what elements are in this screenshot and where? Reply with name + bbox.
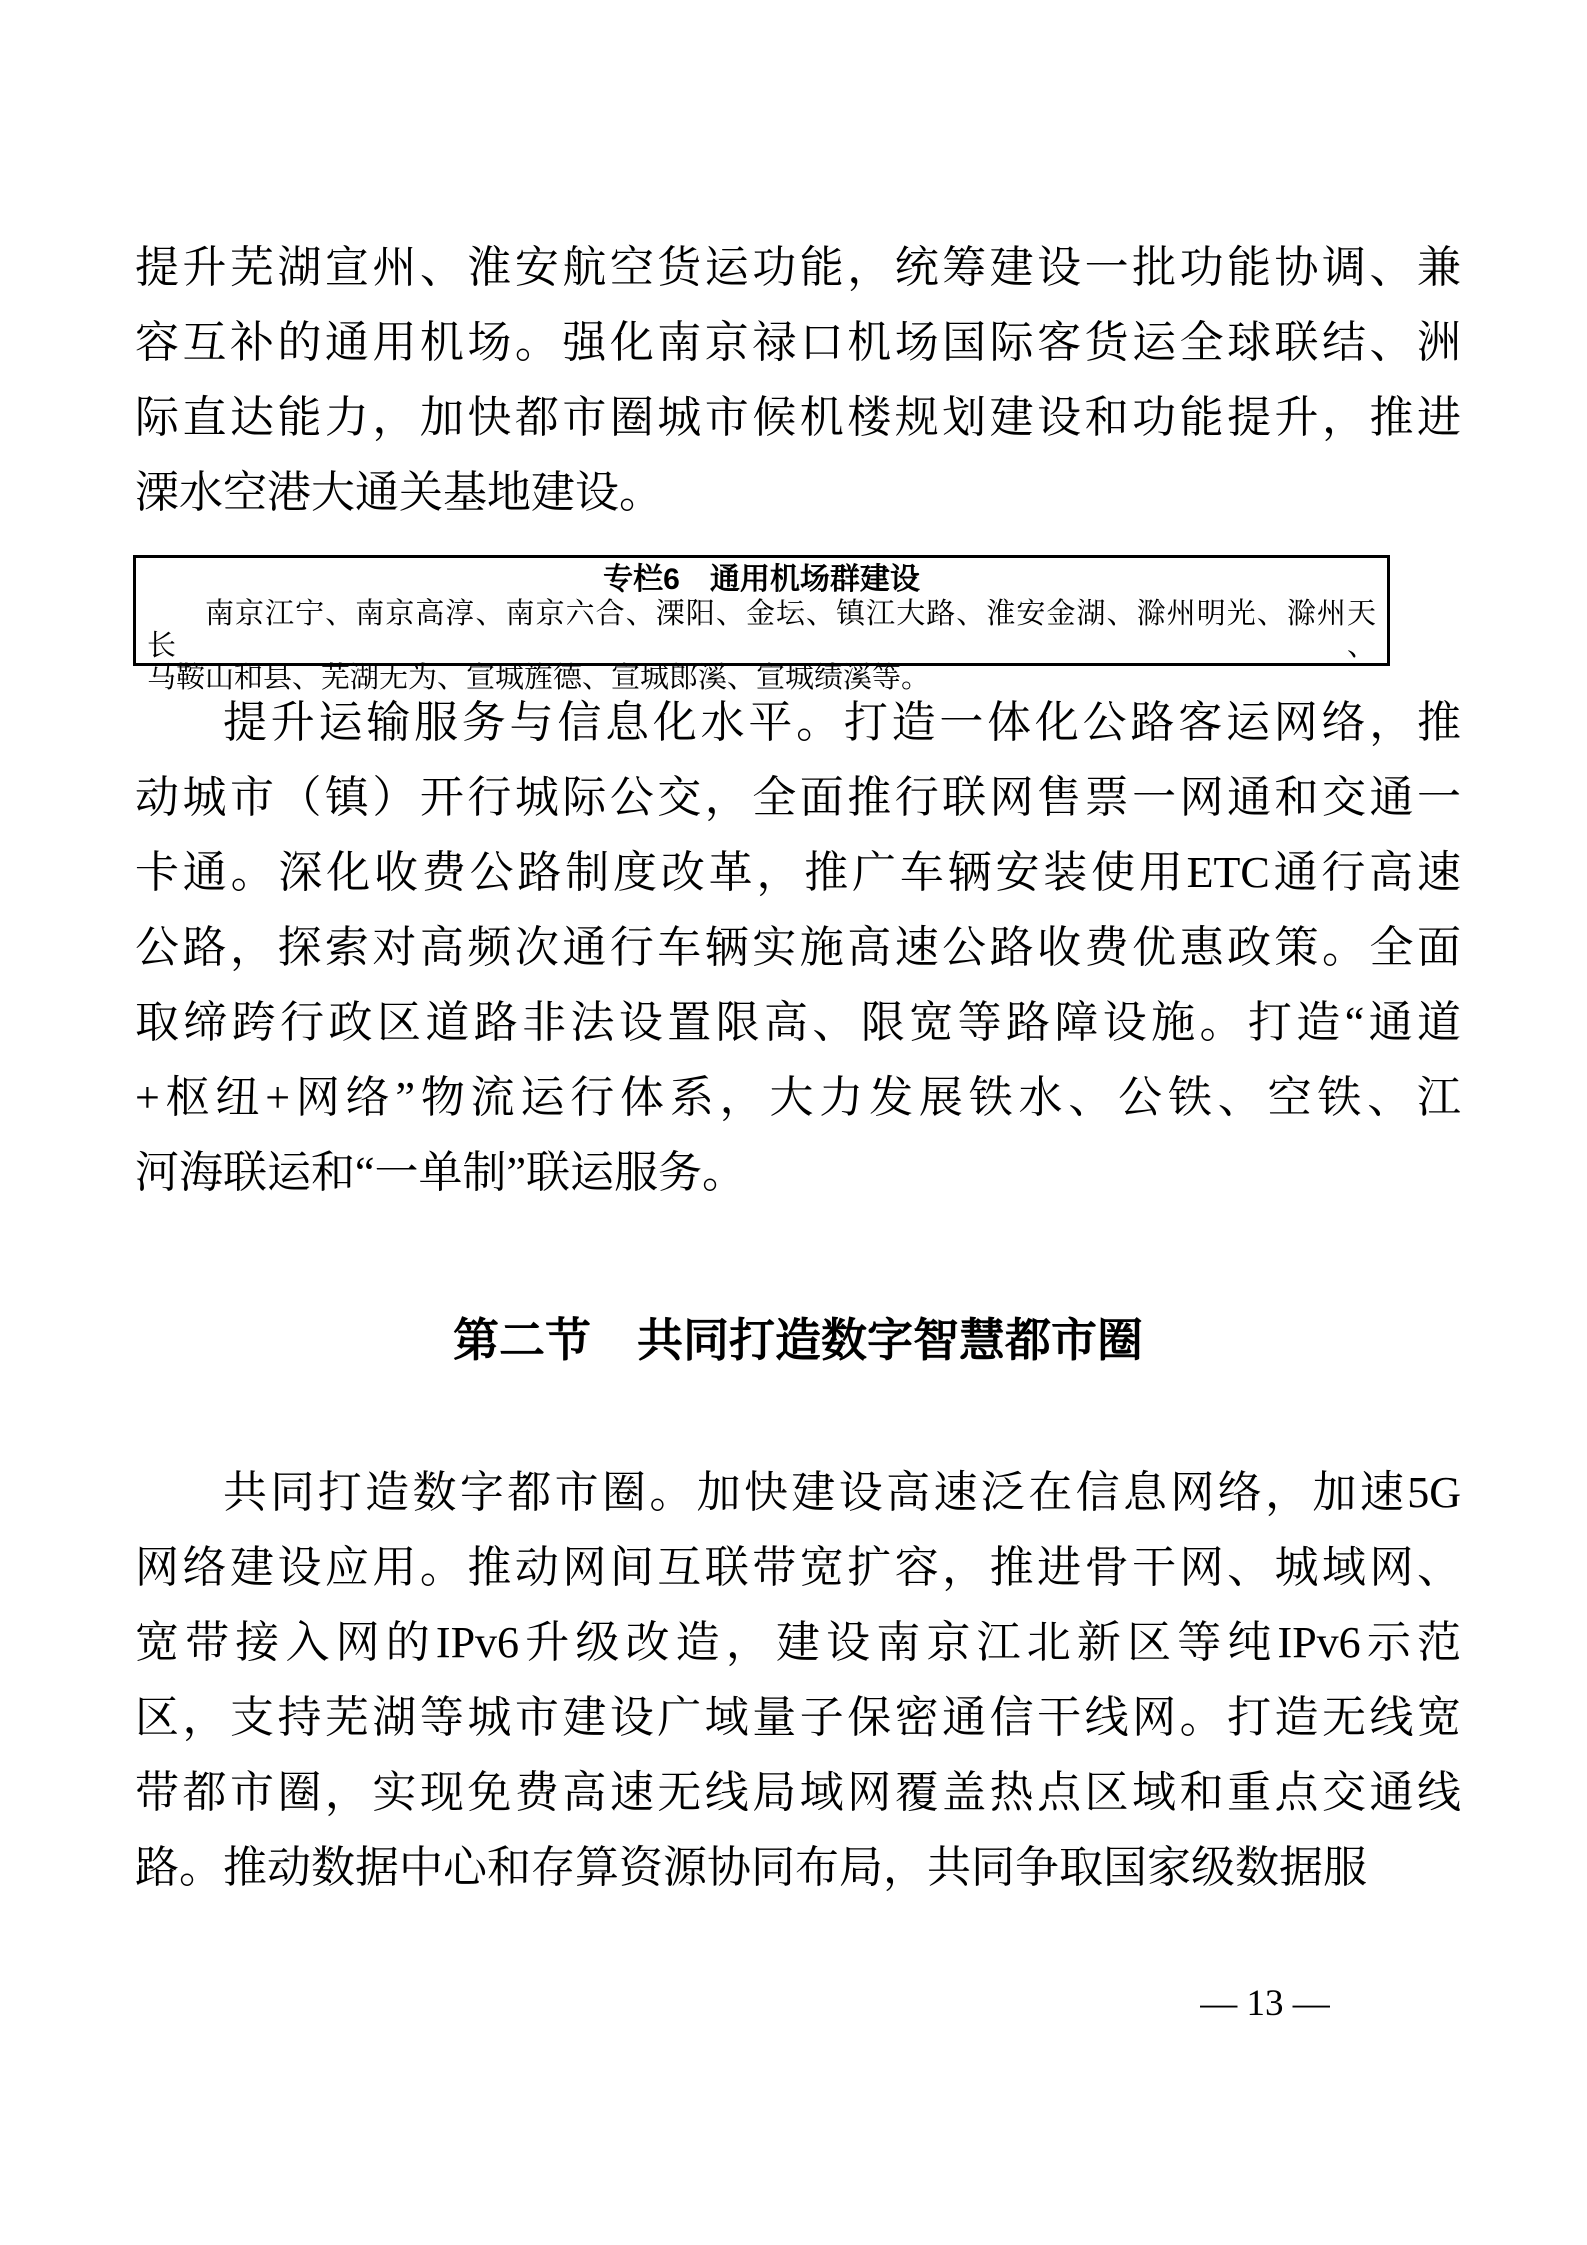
column-box-text-line: 南京江宁、南京高淳、南京六合、溧阳、金坛、镇江大路、淮安金湖、滁州明光、滁州天长、	[147, 598, 1376, 662]
body-text-line: 卡通。深化收费公路制度改革，推广车辆安装使用ETC通行高速	[135, 848, 1461, 897]
body-text-line: +枢纽+网络”物流运行体系，大力发展铁水、公铁、空铁、江	[135, 1073, 1461, 1122]
column-box-title: 专栏6 通用机场群建设	[603, 563, 920, 596]
column-box-text-line: 马鞍山和县、芜湖无为、宣城旌德、宣城郎溪、宣城绩溪等。	[147, 662, 931, 694]
body-text-line: 宽带接入网的IPv6升级改造，建设南京江北新区等纯IPv6示范	[135, 1618, 1461, 1667]
body-text-line: 提升芜湖宣州、淮安航空货运功能，统筹建设一批功能协调、兼	[135, 243, 1461, 292]
body-text-line: 际直达能力，加快都市圈城市候机楼规划建设和功能提升，推进	[135, 393, 1461, 442]
body-text-line: 溧水空港大通关基地建设。	[135, 468, 663, 517]
body-text-line: 网络建设应用。推动网间互联带宽扩容，推进骨干网、城域网、	[135, 1543, 1461, 1592]
body-text-line: 带都市圈，实现免费高速无线局域网覆盖热点区域和重点交通线	[135, 1768, 1461, 1817]
page-number: — 13 —	[1200, 1983, 1330, 2024]
body-text-line: 河海联运和“一单制”联运服务。	[135, 1148, 747, 1197]
body-text-line: 公路，探索对高频次通行车辆实施高速公路收费优惠政策。全面	[135, 923, 1461, 972]
paragraph-transport-service	[135, 685, 1461, 1210]
paragraph-digital-metro	[135, 1455, 1461, 1905]
paragraph-airports	[135, 230, 1461, 530]
body-text-line: 容互补的通用机场。强化南京禄口机场国际客货运全球联结、洲	[135, 318, 1461, 367]
body-text-line: 动城市（镇）开行城际公交，全面推行联网售票一网通和交通一	[135, 773, 1461, 822]
column-box-6-general-airports	[133, 555, 1390, 694]
body-text-line: 路。推动数据中心和存算资源协同布局，共同争取国家级数据服	[135, 1843, 1367, 1892]
section-heading: 第二节 共同打造数字智慧都市圈	[453, 1315, 1143, 1366]
body-text-line: 区，支持芜湖等城市建设广域量子保密通信干线网。打造无线宽	[135, 1693, 1461, 1742]
body-text-line: 提升运输服务与信息化水平。打造一体化公路客运网络，推	[223, 698, 1461, 747]
body-text-line: 共同打造数字都市圈。加快建设高速泛在信息网络，加速5G	[223, 1468, 1461, 1517]
body-text-line: 取缔跨行政区道路非法设置限高、限宽等路障设施。打造“通道	[135, 998, 1461, 1047]
